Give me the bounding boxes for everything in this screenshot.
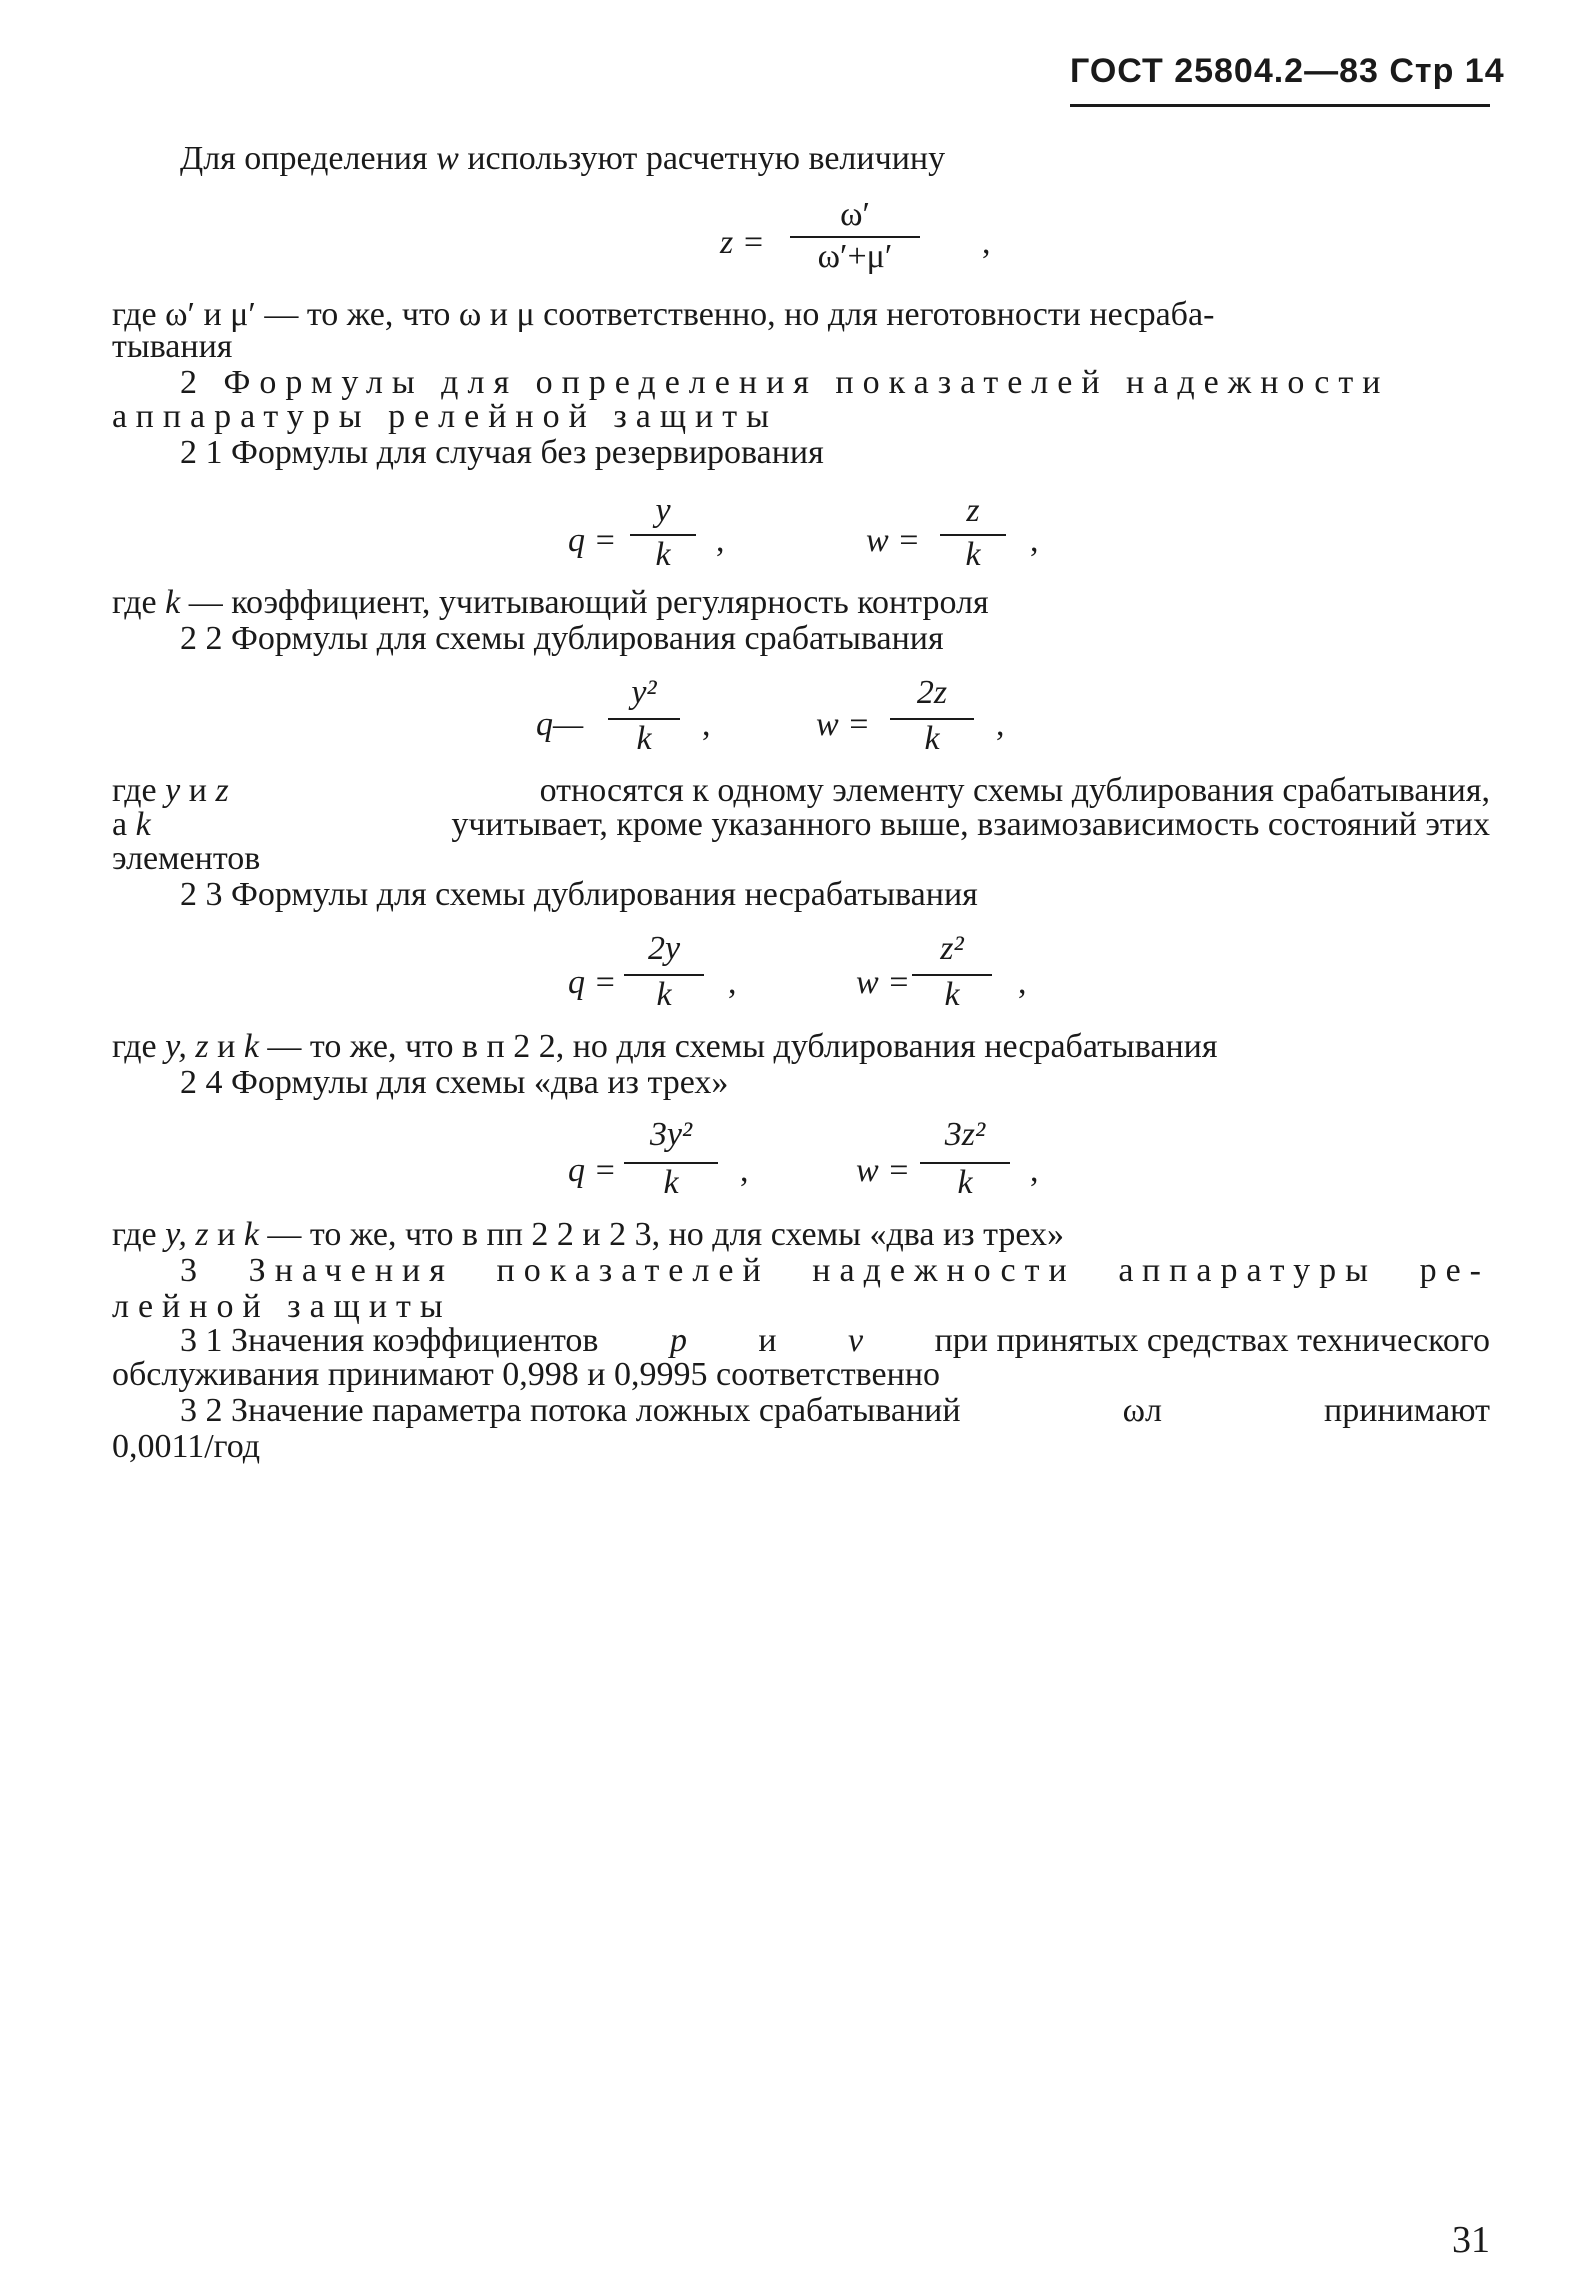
formula-numerator: y — [655, 492, 671, 529]
formula-denominator: k — [655, 536, 671, 573]
text-line: обслуживания принимают 0,998 и 0,9995 соответственно — [112, 1356, 940, 1393]
header-rule — [1070, 104, 1490, 107]
symbol-yz: y, z — [165, 1028, 209, 1065]
text: — коэффициент, учитывающий регулярность контроля — [188, 584, 989, 621]
text: где — [112, 772, 157, 809]
formula-denominator: k — [663, 1164, 679, 1201]
formula-numerator: 2y — [647, 930, 681, 967]
symbol-z: z — [215, 772, 229, 809]
symbol-k: k — [243, 1028, 259, 1065]
formula-lhs: q = — [568, 1152, 617, 1189]
symbol-k: k — [135, 806, 151, 843]
text: при принятых средствах технического — [934, 1322, 1490, 1359]
symbol-v: v — [848, 1322, 864, 1359]
text-line: элементов — [112, 840, 261, 877]
symbol-k: k — [165, 584, 181, 621]
text: относятся к одному элементу схемы дублирования срабатывания, — [539, 772, 1490, 809]
page-number: 31 — [1452, 2219, 1490, 2261]
symbol-yz: y, z — [165, 1216, 209, 1253]
text — [112, 772, 229, 810]
subsection-heading: 2 1 Формулы для случая без резервирования — [180, 434, 824, 471]
text: и — [217, 1216, 236, 1253]
symbol-p: p — [669, 1322, 687, 1359]
subsection-heading: 2 2 Формулы для схемы дублирования срабатывания — [180, 620, 944, 657]
comma: , — [982, 224, 991, 261]
formula-lhs: w = — [816, 706, 871, 743]
formula-denominator: k — [957, 1164, 973, 1201]
text: Для определения — [180, 140, 428, 177]
text-line: где ω′ и μ′ — то же, что ω и μ соответственно, но для неготовности несраба- — [112, 296, 1215, 333]
formula-numerator: y² — [631, 674, 657, 711]
comma: , — [728, 964, 737, 1001]
section-heading: 2 Формулы для определения показателей надежности — [180, 364, 1390, 401]
text: где — [112, 1216, 157, 1253]
text: где — [112, 584, 157, 621]
formula-lhs: w = — [856, 1152, 911, 1189]
text: 3 2 Значение параметра потока ложных срабатываний — [180, 1392, 961, 1429]
text-line — [112, 806, 1490, 844]
formula-denominator: k — [944, 976, 960, 1013]
formula-lhs: w = — [866, 522, 921, 559]
formula-lhs: w = — [856, 964, 911, 1001]
text: учитывает, кроме указанного выше, взаимозависимость состояний этих — [451, 806, 1490, 843]
symbol-y: y — [165, 772, 181, 809]
formula-numerator: z — [966, 492, 980, 529]
comma: , — [996, 706, 1005, 743]
formula-lhs: z = — [720, 224, 765, 261]
text: принимают — [1324, 1392, 1490, 1429]
formula-denominator: k — [965, 536, 981, 573]
text-line: тывания — [112, 328, 233, 365]
section-heading: аппаратуры релейной защиты — [112, 398, 778, 435]
text: используют расчетную величину — [467, 140, 946, 177]
comma: , — [716, 522, 725, 559]
symbol-w: w — [436, 140, 459, 177]
formula-lhs: q = — [568, 964, 617, 1001]
text-line — [112, 1028, 1218, 1066]
text: 3 1 Значения коэффициентов — [180, 1322, 599, 1359]
text: где — [112, 1028, 157, 1065]
text: и — [188, 772, 207, 809]
subsection-heading: 2 3 Формулы для схемы дублирования несрабатывания — [180, 876, 978, 913]
symbol-omega: ωл — [1122, 1392, 1162, 1429]
formula-numerator: z² — [940, 930, 964, 967]
formula-numerator: 2z — [916, 674, 948, 711]
text: и — [758, 1322, 777, 1359]
text: — то же, что в п 2 2, но для схемы дублирования несрабатывания — [267, 1028, 1218, 1065]
formula-denominator: k — [636, 720, 652, 757]
text-line — [180, 1322, 1490, 1360]
section-heading: лейной защиты — [112, 1288, 452, 1325]
subsection-heading: 2 4 Формулы для схемы «два из трех» — [180, 1064, 729, 1101]
section-heading: 3 Значения показателей надежности аппаратуры ре- — [180, 1252, 1490, 1289]
text: — то же, что в пп 2 2 и 2 3, но для схемы «два из трех» — [267, 1216, 1064, 1253]
symbol-k: k — [243, 1216, 259, 1253]
formula-lhs: q = — [568, 522, 617, 559]
comma: , — [1030, 1152, 1039, 1189]
text-line — [180, 1392, 1490, 1430]
comma: , — [702, 706, 711, 743]
text: а — [112, 806, 128, 843]
document-header: ГОСТ 25804.2—83 Стр 14 — [1070, 52, 1505, 90]
text-line — [112, 1216, 1064, 1254]
text-line — [112, 772, 1490, 810]
formula-numerator: 3z² — [944, 1116, 986, 1153]
formula-denominator: k — [656, 976, 672, 1013]
formula-lhs: q— — [536, 706, 584, 743]
text: и — [217, 1028, 236, 1065]
formula-denominator: k — [924, 720, 940, 757]
comma: , — [1018, 964, 1027, 1001]
text — [112, 806, 151, 844]
formula-numerator: 3y² — [649, 1116, 693, 1153]
text-line — [180, 140, 945, 178]
text-line — [112, 584, 989, 622]
formula-denominator: ω′+μ′ — [817, 238, 893, 275]
comma: , — [1030, 522, 1039, 559]
text-line: 0,0011/год — [112, 1428, 261, 1465]
comma: , — [740, 1152, 749, 1189]
formula-numerator: ω′ — [840, 196, 870, 233]
